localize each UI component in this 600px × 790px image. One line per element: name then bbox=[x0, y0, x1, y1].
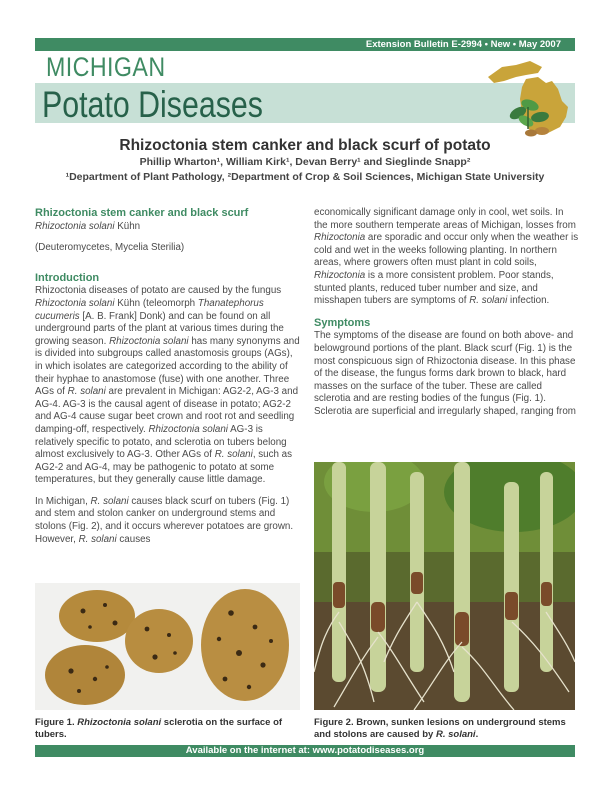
species-authority: Kühn bbox=[114, 220, 141, 232]
authors: Phillip Wharton¹, William Kirk¹, Devan Berry¹ and Sieglinde Snapp² bbox=[139, 156, 471, 168]
section-title: Rhizoctonia stem canker and black scurf bbox=[35, 207, 249, 219]
right-paragraph-1: economically significant damage only in cool, wet soils. In the more southern temperate areas of Michigan, losses from Rhizoctonia are sporadic and occur only when the weather is cold and wet in the weeks following planting. In northern areas, where growers often must plant in cold soils, Rhizoctonia is a more consistent problem. Poor stands, stunted plants, reduced tuber number and size, and misshapen tubers are symptoms of R. solani infection. bbox=[314, 207, 579, 307]
intro-paragraph-2: In Michigan, R. solani causes black scurf on tubers (Fig. 1) and stem and stolon canker on underground stems and stolons (Fig. 2), and it occurs wherever potatoes are grown. However, R. solani causes bbox=[35, 495, 294, 545]
figure-2-stems-photo bbox=[314, 462, 575, 710]
affiliations: ¹Department of Plant Pathology, ²Department of Crop & Soil Sciences, Michigan State University bbox=[65, 171, 545, 183]
footer-bar bbox=[35, 745, 575, 757]
bulletin-bar bbox=[35, 38, 575, 51]
intro-heading: Introduction bbox=[35, 271, 100, 284]
footer-link-text[interactable]: Available on the internet at: www.potatodiseases.org bbox=[185, 745, 425, 756]
classification: (Deuteromycetes, Mycelia Sterilia) bbox=[35, 242, 185, 254]
figure-2-caption: Figure 2. Brown, sunken lesions on underground stems and stolons are caused by R. solani. bbox=[314, 717, 566, 740]
brand-michigan: MICHIGAN bbox=[46, 52, 166, 82]
species-name: Rhizoctonia solani bbox=[35, 220, 115, 232]
symptoms-heading: Symptoms bbox=[314, 316, 371, 329]
intro-paragraph-1: Rhizoctonia diseases of potato are caused by the fungus Rhizoctonia solani Kühn (teleomorph Thanatephorus cucumeris [A. B. Frank] Donk) and can be found on all underground parts of the plant at various times during the growing season. Rhizoctonia solani has many synonyms and is divided into subgroups called anastomosis groups (AGs), in which isolates are categorized according to the ability of their hyphae to anastomose (fuse) with one another. Three AGs of R. solani are prevalent in Michigan: AG2-2, AG-3 and AG-4. AG-3 is the causal agent of disease in potato; AG2-2 and AG-4 cause sugar beet crown and root rot and seedling damping-off, respectively. Rhizoctonia solani AG-3 is relatively specific to potato, and sclerotia on tubers belong almost exclusively to AG-3. Other AGs of R. solani, such as AG2-2 and AG-4, may be pathogenic to potato at some temperatures, but they generally cause little damage. bbox=[35, 285, 300, 486]
michigan-map-logo bbox=[482, 55, 574, 139]
right-column bbox=[314, 207, 579, 428]
figure-1-caption: Figure 1. Rhizoctonia solani sclerotia on the surface of tubers. bbox=[35, 717, 283, 740]
bulletin-text: Extension Bulletin E-2994 • New • May 2007 bbox=[365, 39, 561, 50]
document-title: Rhizoctonia stem canker and black scurf of potato bbox=[119, 137, 491, 154]
left-column bbox=[35, 207, 300, 555]
figure-1-tubers-photo bbox=[35, 583, 300, 710]
brand-potato-diseases: Potato Diseases bbox=[42, 84, 263, 125]
symptoms-paragraph: The symptoms of the disease are found on both above- and belowground portions of the plant. Black scurf (Fig. 1) is the most conspicuous sign of Rhizoctonia disease. In this phase of the disease, the fungus forms dark brown to black, hard masses on the surface of the tuber. These are called sclerotia and are resting bodies of the fungus (Fig. 1). Sclerotia are superficial and irregularly shaped, ranging from bbox=[314, 330, 576, 417]
species-line bbox=[35, 221, 300, 234]
